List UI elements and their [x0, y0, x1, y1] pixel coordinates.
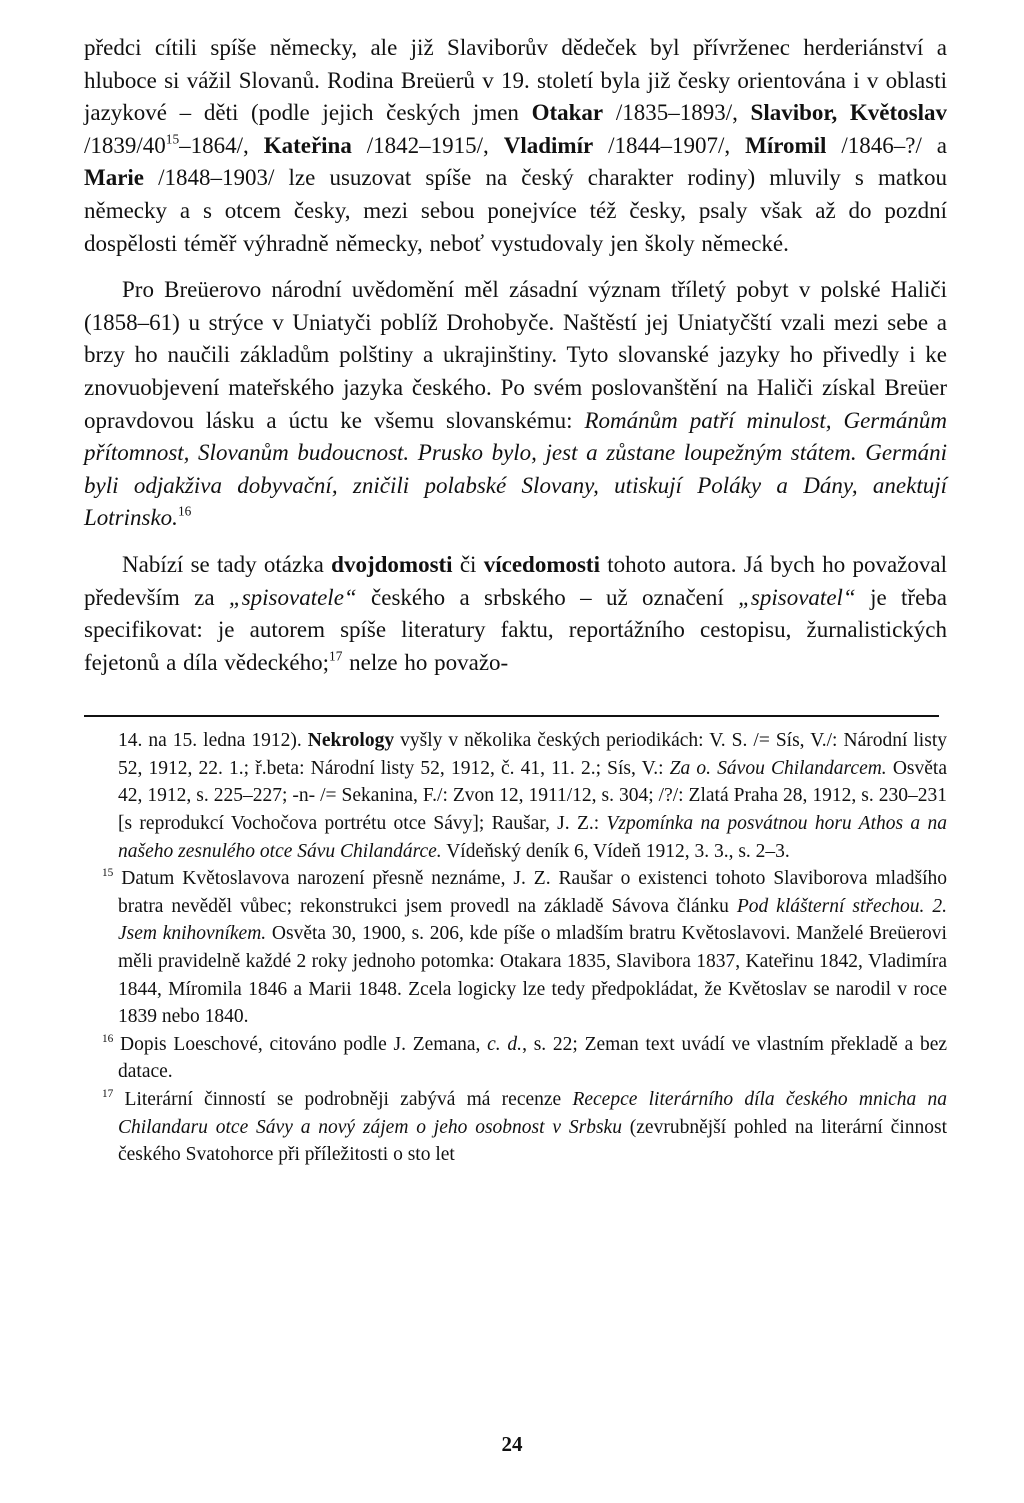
text: /1848–1903/ lze usuzovat spíše na český charakter rodiny) mluvily s matkou německy a s otcem česky, mezi sebou ponejvíce též česky, psaly však až do pozdní dospělosti téměř výhradně německy, neboť vystudovaly jen školy německé. [84, 165, 947, 256]
text: je třeba specifikovat: je autorem spíše literatury faktu, reportážního cestopisu, žurnalistických fejetonů a díla vědeckého; [84, 584, 947, 675]
text: /1839/40 [84, 132, 166, 158]
footnote-17 [102, 1086, 948, 1169]
name-bold: Míromil [745, 132, 827, 158]
text: (zevrubnější pohled na literární činnost českého Svatohorce při příležitosti o sto let [118, 1116, 947, 1166]
footnote-ref-15: 15 [165, 131, 180, 147]
footnotes [84, 727, 947, 1169]
footnote-ref-16: 16 [177, 503, 192, 519]
text: Osvěta 30, 1900, s. 206, kde píše o mladším bratru Květoslavovi. Manželé Breüerovi měli pravidelně každé 2 roky jednoho potomka: Otakara 1835, Slavibora 1837, Kateřinu 1842, Vladimíra 1844, Míromila 1846 a Marii 1848. Zcela logicky lze tedy předpokládat, že Květoslav se narodil v roce 1839 nebo 1840. [118, 923, 947, 1028]
text: , s. 22; Zeman text uvádí ve vlastním překladě a bez datace. [118, 1033, 948, 1083]
text: českého a srbského – už označení [356, 584, 739, 610]
text: Dopis Loeschové, citováno podle J. Zemana, [113, 1033, 488, 1055]
text: Datum Květoslavova narození přesně neznáme, J. Z. Raušar o existenci tohoto Slaviborova mladšího bratra nevěděl vůbec; rekonstrukci jsem provedl na základě Sávova článku [113, 868, 947, 917]
text: Osvěta 42, 1912, s. 225–227; -n- /= Sekanina, F./: Zvon 12, 1911/12, s. 304; /?/: Zlatá Praha 28, 1912, s. 230–231 [s reprodukcí Vochočova portrétu otce Sávy]; Raušar, J. Z.: [118, 757, 947, 835]
text: Pro Breüerovo národní uvědomění měl zásadní význam tříletý pobyt v polské Haliči (1858–61) u strýce v Uniatyči poblíž Drohobyče. Naštěstí jej Uniatyčští vzali mezi sebe a brzy ho naučili základům polštiny a ukrajinštiny. Tyto slovanské jazyky ho přivedly i ke znovuobjevení mateřského jazyka českého. Po svém poslovanštění na Haliči získal Breüer opravdovou lásku a úctu ke všemu slovanskému: [84, 277, 947, 433]
term-italic: „spisovatel“ [738, 584, 856, 610]
title-italic: Za o. Sávou Chilandarcem. [669, 757, 887, 779]
paragraph-1 [84, 32, 947, 260]
paragraph-3 [84, 549, 947, 679]
term-italic: „spisovatele“ [228, 584, 357, 610]
text: vyšly v několika českých periodikách: V. S. /= Sís, V./: Národní listy 52, 1912, 22. 1.; ř.beta: Národní listy 52, 1912, č. 41, 11. 2.; Sís, V.: [118, 730, 947, 779]
text: 14. na 15. ledna 1912). [118, 730, 308, 752]
text: /1844–1907/, [593, 132, 746, 158]
text: –1864/, [179, 132, 264, 158]
footnote-divider [84, 715, 939, 717]
text: Literární činností se podrobněji zabývá má recenze [113, 1089, 573, 1110]
term-bold: dvojdomosti [331, 551, 453, 577]
paragraph-2 [84, 274, 947, 535]
text: Nabízí se tady otázka [122, 551, 332, 577]
name-bold: Vladimír [503, 132, 594, 158]
text: /1835–1893/, [603, 100, 751, 126]
footnote-16 [102, 1031, 948, 1086]
page-number: 24 [501, 1432, 523, 1456]
title-italic: Recepce literárního díla českého mnicha na Chilandaru otce Sávy a nový zájem o jeho osobnost v Srbsku [118, 1089, 948, 1138]
text: předci cítili spíše německy, ale již Slaviborův dědeček byl přívrženec herderiánství a hluboce si vážil Slovanů. Rodina Breüerů v 19. století byla již česky orientována i v oblasti jazykové – děti (podle jejich českých jmen [84, 35, 947, 126]
term-bold: Nekrology [307, 730, 395, 752]
text: /1846–?/ a [826, 132, 948, 158]
footnote-ref-17: 17 [329, 648, 343, 664]
name-bold: Kateřina [263, 132, 352, 158]
text: Vídeňský deník 6, Vídeň 1912, 3. 3., s. 2–3. [441, 840, 790, 862]
title-italic: Pod klášterní střechou. 2. Jsem knihovníkem. [118, 895, 947, 945]
name-bold: Otakar [531, 100, 604, 126]
abbrev-italic: c. d. [487, 1033, 523, 1055]
footnote-15 [102, 865, 947, 1031]
name-bold: Slavibor, Květoslav [750, 100, 948, 126]
term-bold: vícedomosti [483, 551, 600, 577]
text: nelze ho považo- [342, 649, 509, 675]
footnote-number: 15 [102, 867, 114, 880]
footnote-14-continued [118, 727, 947, 865]
footnote-number: 16 [102, 1032, 114, 1045]
title-italic: Vzpomínka na posvátnou horu Athos a na našeho zesnulého otce Sávu Chilandárce. [118, 813, 947, 862]
text: tohoto autora. Já bych ho považoval především za [84, 551, 947, 610]
text: či [452, 551, 484, 577]
name-bold: Marie [84, 165, 145, 191]
quote-italic: Románům patří minulost, Germánům přítomnost, Slovanům budoucnost. Prusko bylo, jest a zůstane loupežným státem. Germáni byli odjakživa dobyvační, zničili polabské Slovany, utiskují Poláky a Dány, anektují Lotrinsko. [84, 407, 947, 531]
footnote-number: 17 [102, 1088, 114, 1101]
main-text [84, 32, 947, 679]
text: /1842–1915/, [351, 132, 504, 158]
